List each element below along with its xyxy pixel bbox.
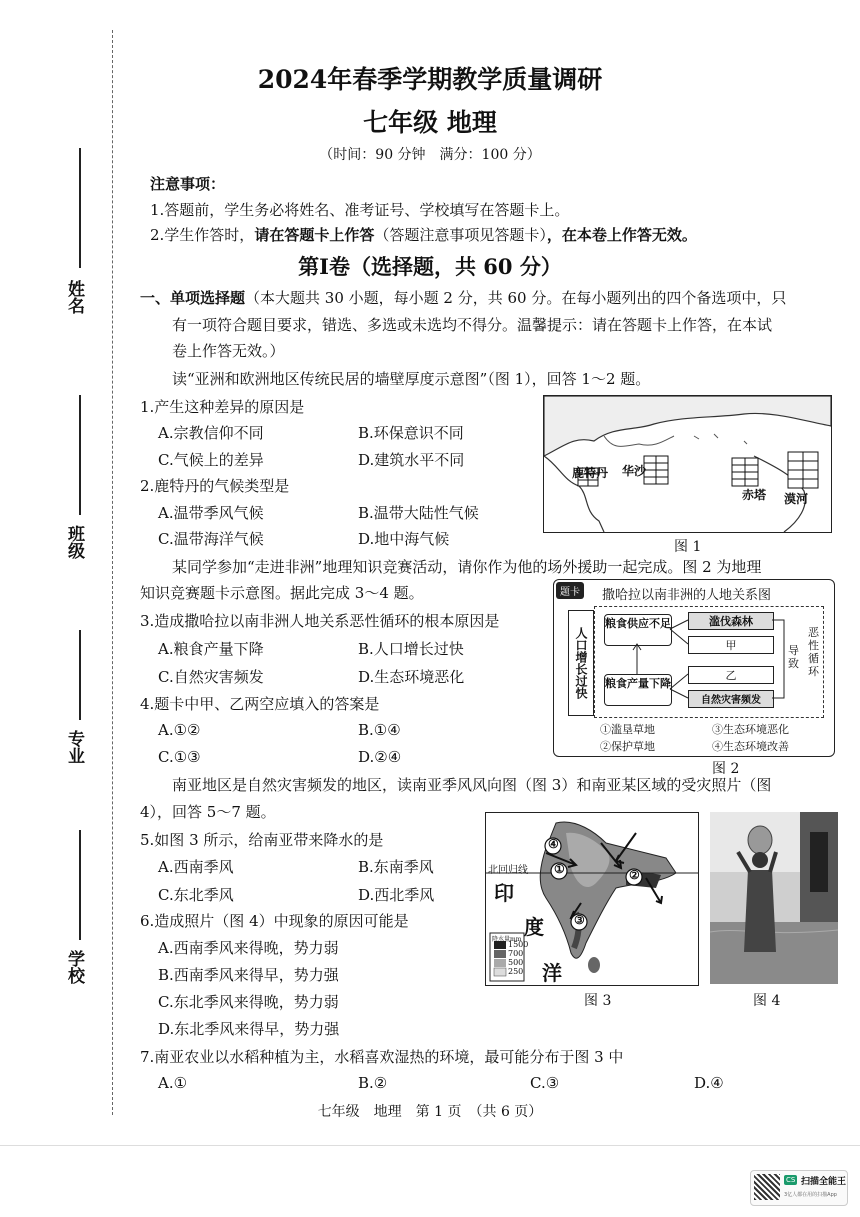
q1-option-d[interactable]: D.建筑水平不同 [358, 451, 465, 469]
section-desc: （本大题共 30 小题，每小题 2 分，共 60 分。在每小题列出的四个备选项中，只 [245, 289, 787, 307]
cs-badge: CS [786, 1176, 796, 1184]
q2-option-b[interactable]: B.温带大陆性气候 [358, 504, 479, 522]
ocean-label-1: 印 [494, 881, 514, 905]
section-line-2: 有一项符合题目要求，错选、多选或未选均不得分。温馨提示：请在答题卡上作答，在本试 [172, 316, 773, 334]
legend-500: 500 [508, 958, 524, 967]
q1-option-a[interactable]: A.宗教信仰不同 [158, 424, 264, 442]
q4-option-b[interactable]: B.①④ [358, 721, 401, 739]
q3-stem: 3.造成撒哈拉以南非洲人地关系恶性循环的根本原因是 [140, 612, 500, 630]
option-1: ①滥垦草地 [600, 723, 655, 736]
q7-option-d[interactable]: D.④ [694, 1074, 724, 1092]
intro-q5-7-line-2: 4），回答 5～7 题。 [140, 803, 276, 821]
q6-option-c[interactable]: C.东北季风来得晚，势力弱 [158, 993, 339, 1011]
q6-option-d[interactable]: D.东北季风来得早，势力强 [158, 1020, 340, 1038]
note-2-part-d: ，在本卷上作答无效。 [546, 226, 697, 244]
figure-2-card [553, 579, 835, 757]
q4-option-a[interactable]: A.①② [158, 721, 201, 739]
class-label: 班级 [64, 525, 84, 559]
q7-stem: 7.南亚农业以水稻种植为主，水稻喜欢湿热的环境，最可能分布于图 3 中 [140, 1048, 624, 1066]
exam-subtitle: 七年级 地理 [363, 108, 497, 137]
note-2-part-b: 请在答题卡上作答 [254, 226, 375, 244]
note-2-part-a: 2.学生作答时， [150, 226, 255, 244]
class-blank [79, 395, 81, 515]
box-jia: 甲 [688, 636, 774, 654]
option-4: ④生态环境改善 [712, 740, 789, 753]
figure-1-map [543, 395, 832, 533]
q4-option-d[interactable]: D.②④ [358, 748, 402, 766]
intro-q1-2: 读“亚洲和欧洲地区传统民居的墙壁厚度示意图”（图 1），回答 1～2 题。 [172, 370, 651, 388]
legend-title: 降水量mm [492, 936, 522, 943]
label-rotterdam: 鹿特丹 [572, 466, 609, 480]
name-label: 姓名 [64, 280, 84, 314]
exam-title: 2024年春季学期教学质量调研 [257, 65, 603, 94]
scanner-name: 扫描全能王 [801, 1177, 847, 1187]
figure-4-photo [710, 812, 838, 984]
binding-line [112, 30, 113, 1115]
major-blank [79, 630, 81, 720]
box-food-decline: 粮食产量下降 [604, 674, 672, 706]
intro-q3-4-line-2: 知识竞赛题卡示意图。据此完成 3～4 题。 [140, 584, 424, 602]
figure-1-caption: 图 1 [674, 539, 702, 555]
q5-option-b[interactable]: B.东南季风 [358, 858, 434, 876]
marker-3: ③ [574, 913, 585, 927]
box-yi: 乙 [688, 666, 774, 684]
q2-option-c[interactable]: C.温带海洋气候 [158, 530, 264, 548]
box-deforestation: 滥伐森林 [688, 612, 774, 630]
q6-option-a[interactable]: A.西南季风来得晚，势力弱 [158, 939, 339, 957]
option-3: ③生态环境恶化 [712, 723, 789, 736]
flood-photo-svg [710, 812, 838, 984]
school-label: 学校 [64, 950, 84, 984]
section-number: 一、 [140, 289, 171, 307]
q4-option-c[interactable]: C.①③ [158, 748, 201, 766]
note-1: 1.答题前，学生务必将姓名、准考证号、学校填写在答题卡上。 [150, 201, 570, 219]
ocean-label-2: 度 [524, 915, 544, 939]
label-chita: 赤塔 [742, 488, 767, 502]
q5-option-d[interactable]: D.西北季风 [358, 886, 435, 904]
page-footer: 七年级 地理 第 1 页 （共 6 页） [317, 1104, 543, 1120]
q6-stem: 6.造成照片（图 4）中现象的原因可能是 [140, 912, 409, 930]
q1-stem: 1.产生这种差异的原因是 [140, 398, 305, 416]
q2-option-d[interactable]: D.地中海气候 [358, 530, 450, 548]
q3-option-c[interactable]: C.自然灾害频发 [158, 668, 264, 686]
marker-4: ④ [548, 837, 559, 851]
q7-option-a[interactable]: A.① [158, 1074, 188, 1092]
box-food-shortage: 粮食供应不足 [604, 614, 672, 646]
marker-1: ① [554, 862, 565, 876]
label-warsaw: 华沙 [622, 464, 647, 478]
section-line-3: 卷上作答无效。） [172, 342, 285, 360]
figure-2-caption: 图 2 [712, 761, 740, 777]
part1-title: 第Ⅰ卷（选择题，共 60 分） [298, 254, 562, 279]
figure-4-caption: 图 4 [753, 993, 781, 1009]
q7-option-b[interactable]: B.② [358, 1074, 388, 1092]
name-blank [79, 148, 81, 268]
card-title: 撒哈拉以南非洲的人地关系图 [602, 588, 772, 603]
q3-option-b[interactable]: B.人口增长过快 [358, 640, 464, 658]
note-2-part-c: （答题注意事项见答题卡） [374, 226, 547, 244]
section-type: 单项选择题 [170, 289, 246, 307]
q5-stem: 5.如图 3 所示，给南亚带来降水的是 [140, 831, 384, 849]
cycle-arrows [554, 580, 834, 756]
notes-heading: 注意事项： [150, 175, 226, 193]
q5-option-c[interactable]: C.东北季风 [158, 886, 234, 904]
note-2 [150, 224, 697, 245]
q3-option-d[interactable]: D.生态环境恶化 [358, 668, 465, 686]
scanner-watermark [750, 1170, 848, 1206]
figure-3-map [485, 812, 699, 986]
label-vicious-cycle: 恶性循环 [808, 626, 819, 678]
legend-1500: 1500 [508, 940, 529, 949]
intro-q5-7-line-1: 南亚地区是自然灾害频发的地区，读南亚季风风向图（图 3）和南亚某区域的受灾照片（图 [172, 776, 772, 794]
label-mohe: 漠河 [784, 492, 809, 506]
section-line-1 [140, 287, 786, 308]
tropic-label: 北回归线 [488, 865, 528, 876]
scanner-sub: 3亿人都在用的扫描App [784, 1192, 837, 1198]
box-population: 人口增长过快 [568, 610, 594, 716]
q1-option-b[interactable]: B.环保意识不同 [358, 424, 464, 442]
major-label: 专业 [64, 730, 84, 764]
q4-stem: 4.题卡中甲、乙两空应填入的答案是 [140, 695, 380, 713]
figure-3-caption: 图 3 [584, 993, 612, 1009]
q7-option-c[interactable]: C.③ [530, 1074, 560, 1092]
school-blank [79, 830, 81, 940]
box-disasters: 自然灾害频发 [688, 690, 774, 708]
q5-option-a[interactable]: A.西南季风 [158, 858, 234, 876]
q3-option-a[interactable]: A.粮食产量下降 [158, 640, 264, 658]
q2-option-a[interactable]: A.温带季风气候 [158, 504, 264, 522]
legend-250: 250 [508, 967, 524, 976]
q1-option-c[interactable]: C.气候上的差异 [158, 451, 264, 469]
legend-700: 700 [508, 949, 524, 958]
card-tag: 题卡 [556, 582, 584, 599]
ocean-label-3: 洋 [542, 961, 562, 985]
label-lead-to: 导致 [788, 644, 799, 670]
option-2: ②保护草地 [600, 740, 655, 753]
qr-code-icon [754, 1174, 780, 1200]
exam-time: （时间：90 分钟 满分：100 分） [319, 147, 541, 163]
marker-2: ② [629, 868, 640, 882]
q2-stem: 2.鹿特丹的气候类型是 [140, 477, 290, 495]
q6-option-b[interactable]: B.西南季风来得早，势力强 [158, 966, 339, 984]
footer-divider [0, 1145, 860, 1146]
intro-q3-4-line-1: 某同学参加“走进非洲”地理知识竞赛活动，请你作为他的场外援助一起完成。图 2 为地理 [172, 558, 762, 576]
